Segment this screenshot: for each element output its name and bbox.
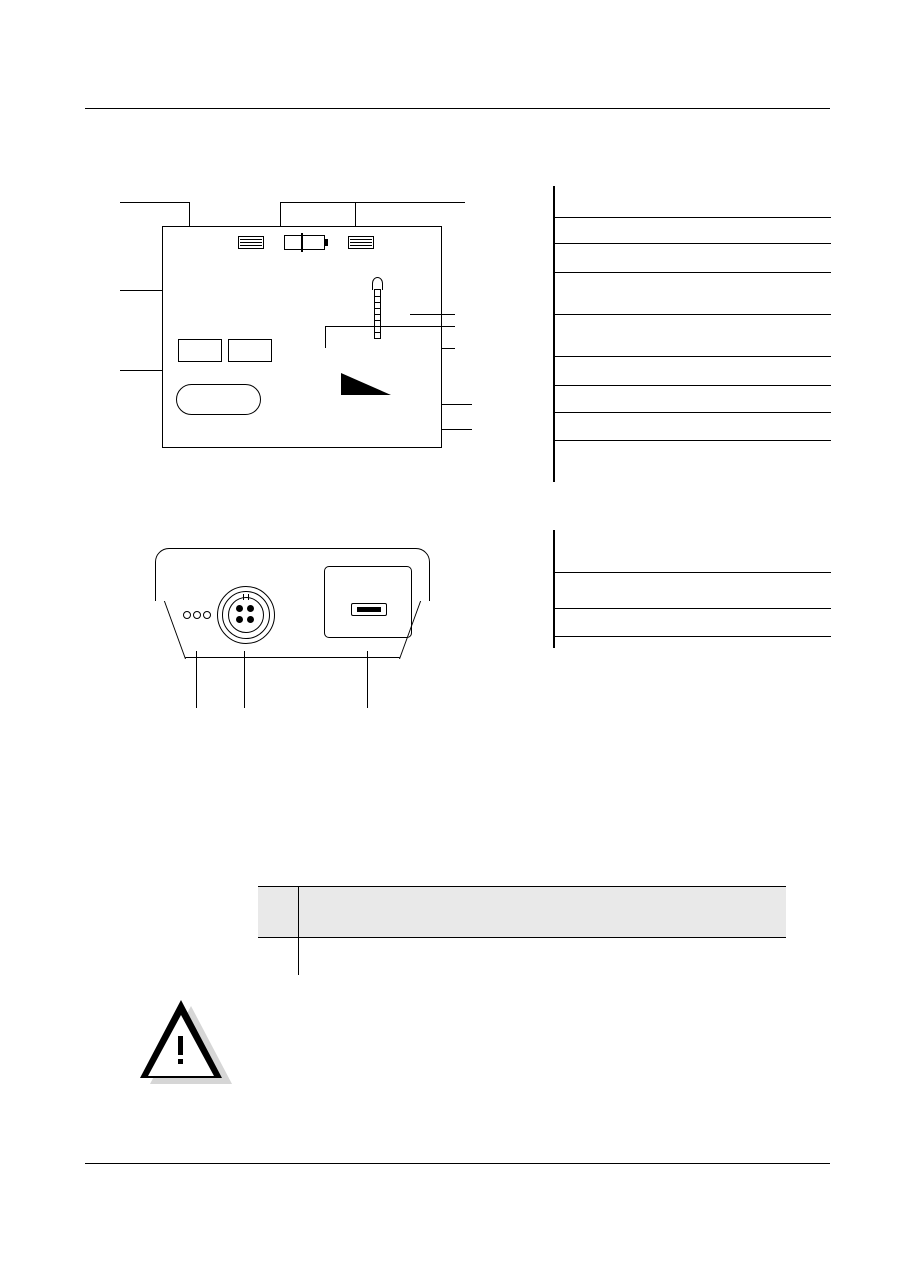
leader-line-probe2	[442, 348, 455, 349]
callout-label	[553, 244, 831, 248]
lcd-screen	[162, 226, 442, 448]
callout-label	[553, 413, 831, 417]
callout-row	[553, 218, 831, 244]
callout-row	[553, 244, 831, 273]
callout-row	[553, 273, 831, 315]
probe-icon	[371, 277, 383, 339]
callout-row	[553, 573, 831, 609]
leader-line-probe-top	[410, 314, 455, 315]
connector-panel-figure	[155, 548, 455, 718]
header-rule	[85, 108, 830, 109]
leader-line-left-lower	[120, 370, 165, 371]
callout-row	[553, 530, 831, 573]
signal-strength-icon	[341, 373, 391, 395]
callout-row	[553, 609, 831, 637]
callout-label	[553, 357, 831, 361]
sim-card-icon-left	[238, 236, 264, 249]
callout-row	[553, 413, 831, 441]
note-text	[308, 886, 778, 938]
callout-label	[553, 609, 831, 613]
leader-line-bottom	[442, 429, 472, 430]
connector-pin	[236, 605, 243, 612]
leader-line-probe	[325, 326, 455, 327]
leader-line-top-h	[280, 202, 465, 203]
warning-triangle-icon	[140, 1000, 230, 1090]
leader-line-top-left-h	[120, 202, 190, 203]
panel-leader-3	[367, 651, 368, 708]
callout-label	[553, 315, 831, 319]
indicator-dots	[183, 608, 215, 622]
exclamation-mark-icon	[177, 1036, 184, 1064]
connector-key-notch	[243, 594, 249, 600]
connector-pin	[236, 616, 243, 623]
callout-label	[553, 573, 831, 577]
battery-icon	[284, 235, 325, 250]
leader-line-top-left-v	[189, 202, 190, 228]
soft-key-right[interactable]	[228, 339, 272, 362]
indicator-dot-1	[183, 611, 191, 619]
callout-label	[553, 186, 831, 190]
panel-shell	[155, 548, 430, 658]
leader-line-top-v2	[355, 202, 356, 228]
callout-row	[553, 386, 831, 413]
connector-pin	[247, 605, 254, 612]
panel-bevel-left	[135, 601, 186, 659]
callout-row	[553, 357, 831, 386]
indicator-dot-2	[193, 611, 201, 619]
callout-row	[553, 315, 831, 357]
leader-line-top-v1	[280, 202, 281, 228]
panel-leader-1	[196, 651, 197, 708]
usb-icon	[351, 603, 387, 616]
callout-label	[553, 273, 831, 277]
rounded-key[interactable]	[176, 384, 261, 415]
callout-label	[553, 530, 831, 534]
indicator-dot-3	[203, 611, 211, 619]
soft-key-left[interactable]	[178, 339, 222, 362]
connector-inner-ring	[228, 597, 264, 633]
footer-rule	[85, 1163, 830, 1164]
connector-pin	[247, 616, 254, 623]
probe-stem-icon	[374, 289, 381, 339]
note-table-divider	[298, 886, 299, 938]
callout-label	[553, 386, 831, 390]
sim-card-icon-right	[348, 236, 374, 249]
callout-table-1	[553, 186, 831, 441]
note-table-leader	[298, 938, 299, 975]
battery-tip-icon	[325, 239, 328, 246]
callout-label	[553, 218, 831, 222]
leader-line-probe-v	[325, 326, 326, 348]
note-key	[262, 886, 296, 938]
leader-line-signal	[442, 404, 472, 405]
callout-row	[553, 186, 831, 218]
callout-table-2	[553, 530, 831, 637]
usb-port	[324, 566, 412, 638]
circular-connector	[217, 586, 275, 644]
battery-needle-icon	[301, 233, 303, 252]
panel-leader-2	[244, 651, 245, 708]
